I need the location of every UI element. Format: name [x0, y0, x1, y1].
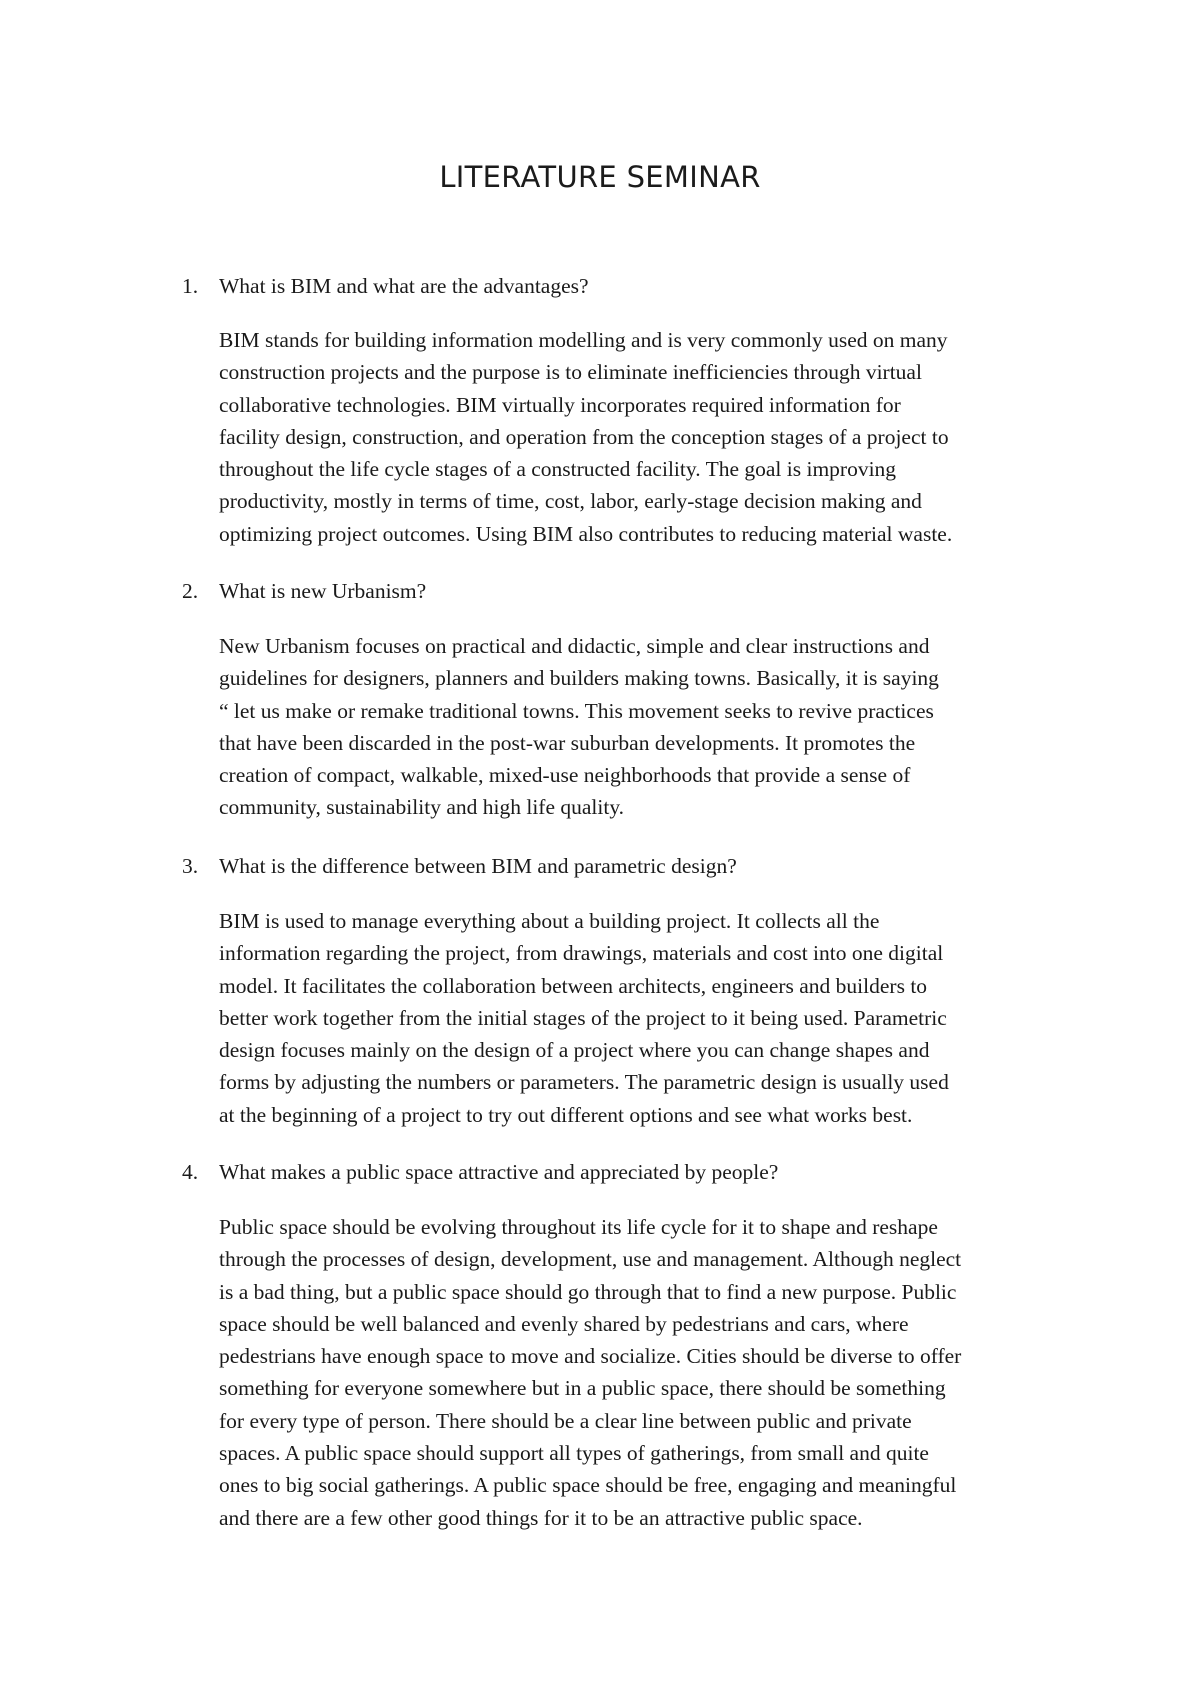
- answer-line: spaces. A public space should support all types of gatherings, from small and quite: [219, 1441, 929, 1466]
- answer-3: [219, 905, 949, 1131]
- answer-line: guidelines for designers, planners and builders making towns. Basically, it is saying: [219, 666, 939, 691]
- question-text: What is new Urbanism?: [219, 579, 427, 603]
- answer-line: productivity, mostly in terms of time, cost, labor, early-stage decision making and: [219, 489, 922, 514]
- answer-line: better work together from the initial stages of the project to it being used. Parametric: [219, 1005, 947, 1030]
- question-number: 3.: [182, 854, 199, 878]
- answer-line: at the beginning of a project to try out different options and see what works best.: [219, 1102, 913, 1127]
- question-number: 1.: [182, 274, 199, 298]
- answer-line: facility design, construction, and operation from the conception stages of a project to: [219, 424, 949, 449]
- answer-line: information regarding the project, from drawings, materials and cost into one digital: [219, 941, 944, 966]
- answer-line: throughout the life cycle stages of a constructed facility. The goal is improving: [219, 457, 897, 482]
- answer-line: for every type of person. There should be a clear line between public and private: [219, 1408, 912, 1433]
- question-number: 4.: [182, 1160, 199, 1184]
- answer-line: collaborative technologies. BIM virtually incorporates required information for: [219, 392, 901, 417]
- answer-1: [219, 324, 952, 550]
- answer-line: space should be well balanced and evenly shared by pedestrians and cars, where: [219, 1311, 909, 1336]
- answer-line: creation of compact, walkable, mixed-use neighborhoods that provide a sense of: [219, 763, 911, 788]
- question-text: What is BIM and what are the advantages?: [219, 274, 589, 298]
- question-text: What makes a public space attractive and appreciated by people?: [219, 1160, 779, 1184]
- answer-line: optimizing project outcomes. Using BIM also contributes to reducing material waste.: [219, 521, 953, 546]
- answer-line: BIM is used to manage everything about a building project. It collects all the: [219, 909, 880, 933]
- question-number: 2.: [182, 579, 199, 603]
- answer-line: construction projects and the purpose is to eliminate inefficiencies through virtual: [219, 360, 922, 385]
- answer-line: design focuses mainly on the design of a project where you can change shapes and: [219, 1038, 930, 1063]
- answer-line: BIM stands for building information modelling and is very commonly used on many: [219, 328, 948, 352]
- answer-line: pedestrians have enough space to move and socialize. Cities should be diverse to offer: [219, 1344, 962, 1369]
- answer-line: forms by adjusting the numbers or parameters. The parametric design is usually used: [219, 1070, 949, 1095]
- answer-line: is a bad thing, but a public space should go through that to find a new purpose. Public: [219, 1279, 957, 1304]
- answer-line: model. It facilitates the collaboration between architects, engineers and builders to: [219, 973, 928, 998]
- answer-line: something for everyone somewhere but in a public space, there should be something: [219, 1376, 946, 1401]
- question-text: What is the difference between BIM and parametric design?: [219, 854, 737, 878]
- answer-4: [219, 1211, 961, 1534]
- answer-line: through the processes of design, development, use and management. Although neglect: [219, 1247, 962, 1272]
- answer-2: [219, 630, 939, 824]
- answer-line: and there are a few other good things for it to be an attractive public space.: [219, 1505, 863, 1530]
- answer-line: “ let us make or remake traditional towns. This movement seeks to revive practices: [219, 698, 934, 723]
- answer-line: New Urbanism focuses on practical and didactic, simple and clear instructions and: [219, 634, 930, 658]
- answer-line: community, sustainability and high life quality.: [219, 795, 625, 820]
- answer-line: ones to big social gatherings. A public space should be free, engaging and meaningful: [219, 1473, 957, 1498]
- answer-line: Public space should be evolving throughout its life cycle for it to shape and reshape: [219, 1215, 938, 1239]
- answer-line: that have been discarded in the post-war suburban developments. It promotes the: [219, 730, 916, 755]
- document-title: LITERATURE SEMINAR: [439, 160, 761, 194]
